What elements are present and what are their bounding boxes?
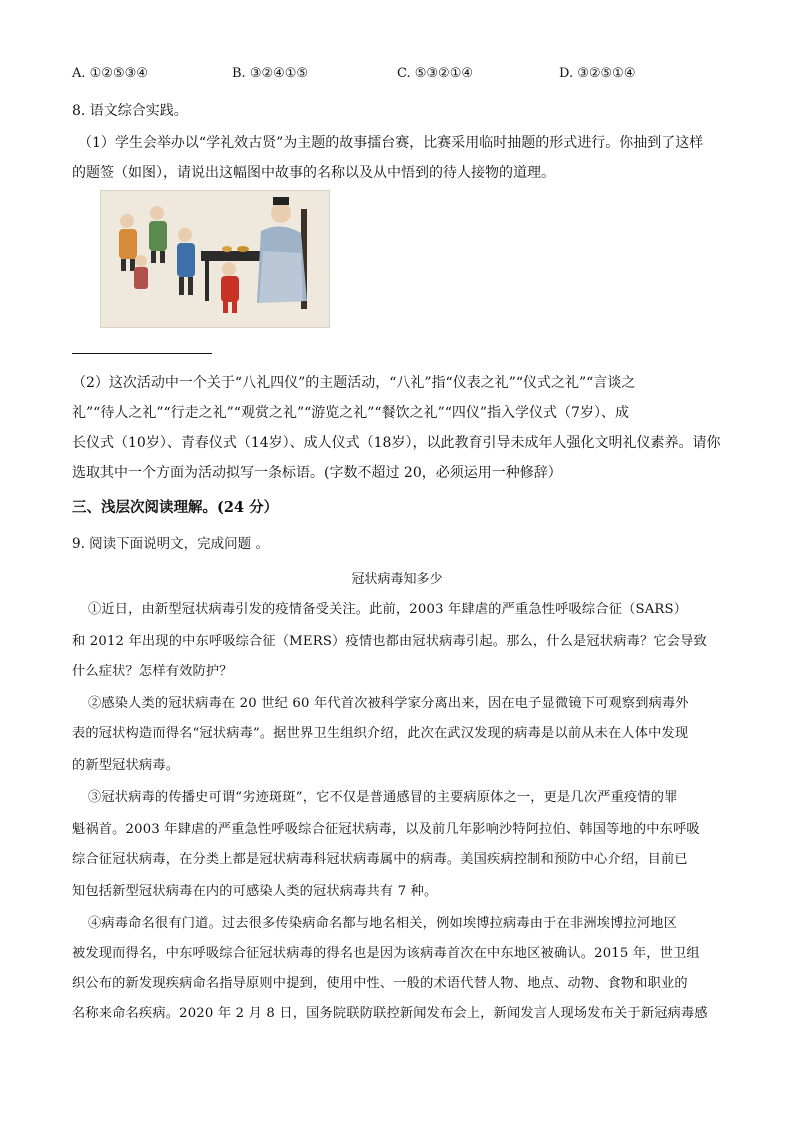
answer-options (72, 66, 722, 86)
article-paragraph-3: ③冠状病毒的传播史可谓“劣迹斑斑”，它不仅是普通感冒的主要病原体之一，更是几次严重疫情的罪 (88, 790, 678, 805)
question-8-part2-line: （2）这次活动中一个关于“八礼四仪”的主题活动，“八礼”指“仪表之礼”“仪式之礼”“言谈之 (72, 375, 636, 391)
article-paragraph-3: 知包括新型冠状病毒在内的可感染人类的冠状病毒共有 7 种。 (72, 884, 438, 899)
article-paragraph-4: ④病毒命名很有门道。过去很多传染病命名都与地名相关，例如埃博拉病毒由于在非洲埃博拉河地区 (88, 916, 678, 931)
question-8-part2-line: 长仪式（10岁）、青春仪式（14岁）、成人仪式（18岁），以此教育引导未成年人强化文明礼仪素养。请你 (72, 435, 721, 451)
option-c[interactable]: C. ⑤③②①④ (397, 66, 474, 81)
article-paragraph-1: 什么症状？怎样有效防护？ (72, 664, 233, 679)
separator-line (72, 353, 212, 354)
section-3-heading: 三、浅层次阅读理解。(24 分） (72, 499, 279, 516)
article-paragraph-4: 名称来命名疾病。2020 年 2 月 8 日，国务院联防联控新闻发布会上，新闻发言人现场发布关于新冠病毒感 (72, 1006, 708, 1021)
article-paragraph-4: 被发现而得名，中东呼吸综合征冠状病毒的得名也是因为该病毒首次在中东地区被确认。2015 年，世卫组 (72, 946, 700, 961)
article-paragraph-4: 织公布的新发现疾病命名指导原则中提到，使用中性、一般的术语代替人物、地点、动物、食物和职业的 (72, 976, 688, 991)
question-8-part2-line: 礼”“待人之礼”“行走之礼”“观赏之礼”“游览之礼”“餐饮之礼”“四仪”指入学仪式（7岁）、成 (72, 405, 629, 421)
story-illustration-image (100, 190, 330, 328)
article-title: 冠状病毒知多少 (351, 572, 443, 587)
question-8-part2-line: 选取其中一个方面为活动拟写一条标语。(字数不超过 20，必须运用一种修辞） (72, 465, 562, 481)
option-b[interactable]: B. ③②④①⑤ (232, 66, 309, 81)
question-8-part1-line: 的题签（如图），请说出这幅图中故事的名称以及从中悟到的待人接物的道理。 (72, 165, 555, 181)
article-paragraph-1: ①近日，由新型冠状病毒引发的疫情备受关注。此前，2003 年肆虐的严重急性呼吸综合征（SARS） (88, 602, 688, 617)
article-paragraph-1: 和 2012 年出现的中东呼吸综合征（MERS）疫情也都由冠状病毒引起。那么，什么是冠状病毒？它会导致 (72, 634, 707, 649)
question-8-part1-line: （1）学生会举办以“学礼效古贤”为主题的故事擂台赛，比赛采用临时抽题的形式进行。你抽到了这样 (78, 135, 704, 151)
question-9-prompt: 9. 阅读下面说明文，完成问题 。 (72, 536, 269, 552)
option-d[interactable]: D. ③②⑤①④ (559, 66, 636, 81)
option-a[interactable]: A. ①②⑤③④ (72, 66, 148, 81)
illustration-drawing (101, 191, 329, 327)
article-paragraph-3: 魁祸首。2003 年肆虐的严重急性呼吸综合征冠状病毒，以及前几年影响沙特阿拉伯、韩国等地的中东呼吸 (72, 822, 700, 837)
article-paragraph-3: 综合征冠状病毒，在分类上都是冠状病毒科冠状病毒属中的病毒。美国疾病控制和预防中心介绍，目前已 (72, 852, 688, 867)
question-8-title: 8. 语文综合实践。 (72, 103, 188, 119)
article-paragraph-2: ②感染人类的冠状病毒在 20 世纪 60 年代首次被科学家分离出来，因在电子显微镜下可观察到病毒外 (88, 696, 689, 711)
article-paragraph-2: 的新型冠状病毒。 (72, 758, 180, 773)
article-paragraph-2: 表的冠状构造而得名“冠状病毒”。据世界卫生组织介绍，此次在武汉发现的病毒是以前从未在人体中发现 (72, 726, 689, 741)
